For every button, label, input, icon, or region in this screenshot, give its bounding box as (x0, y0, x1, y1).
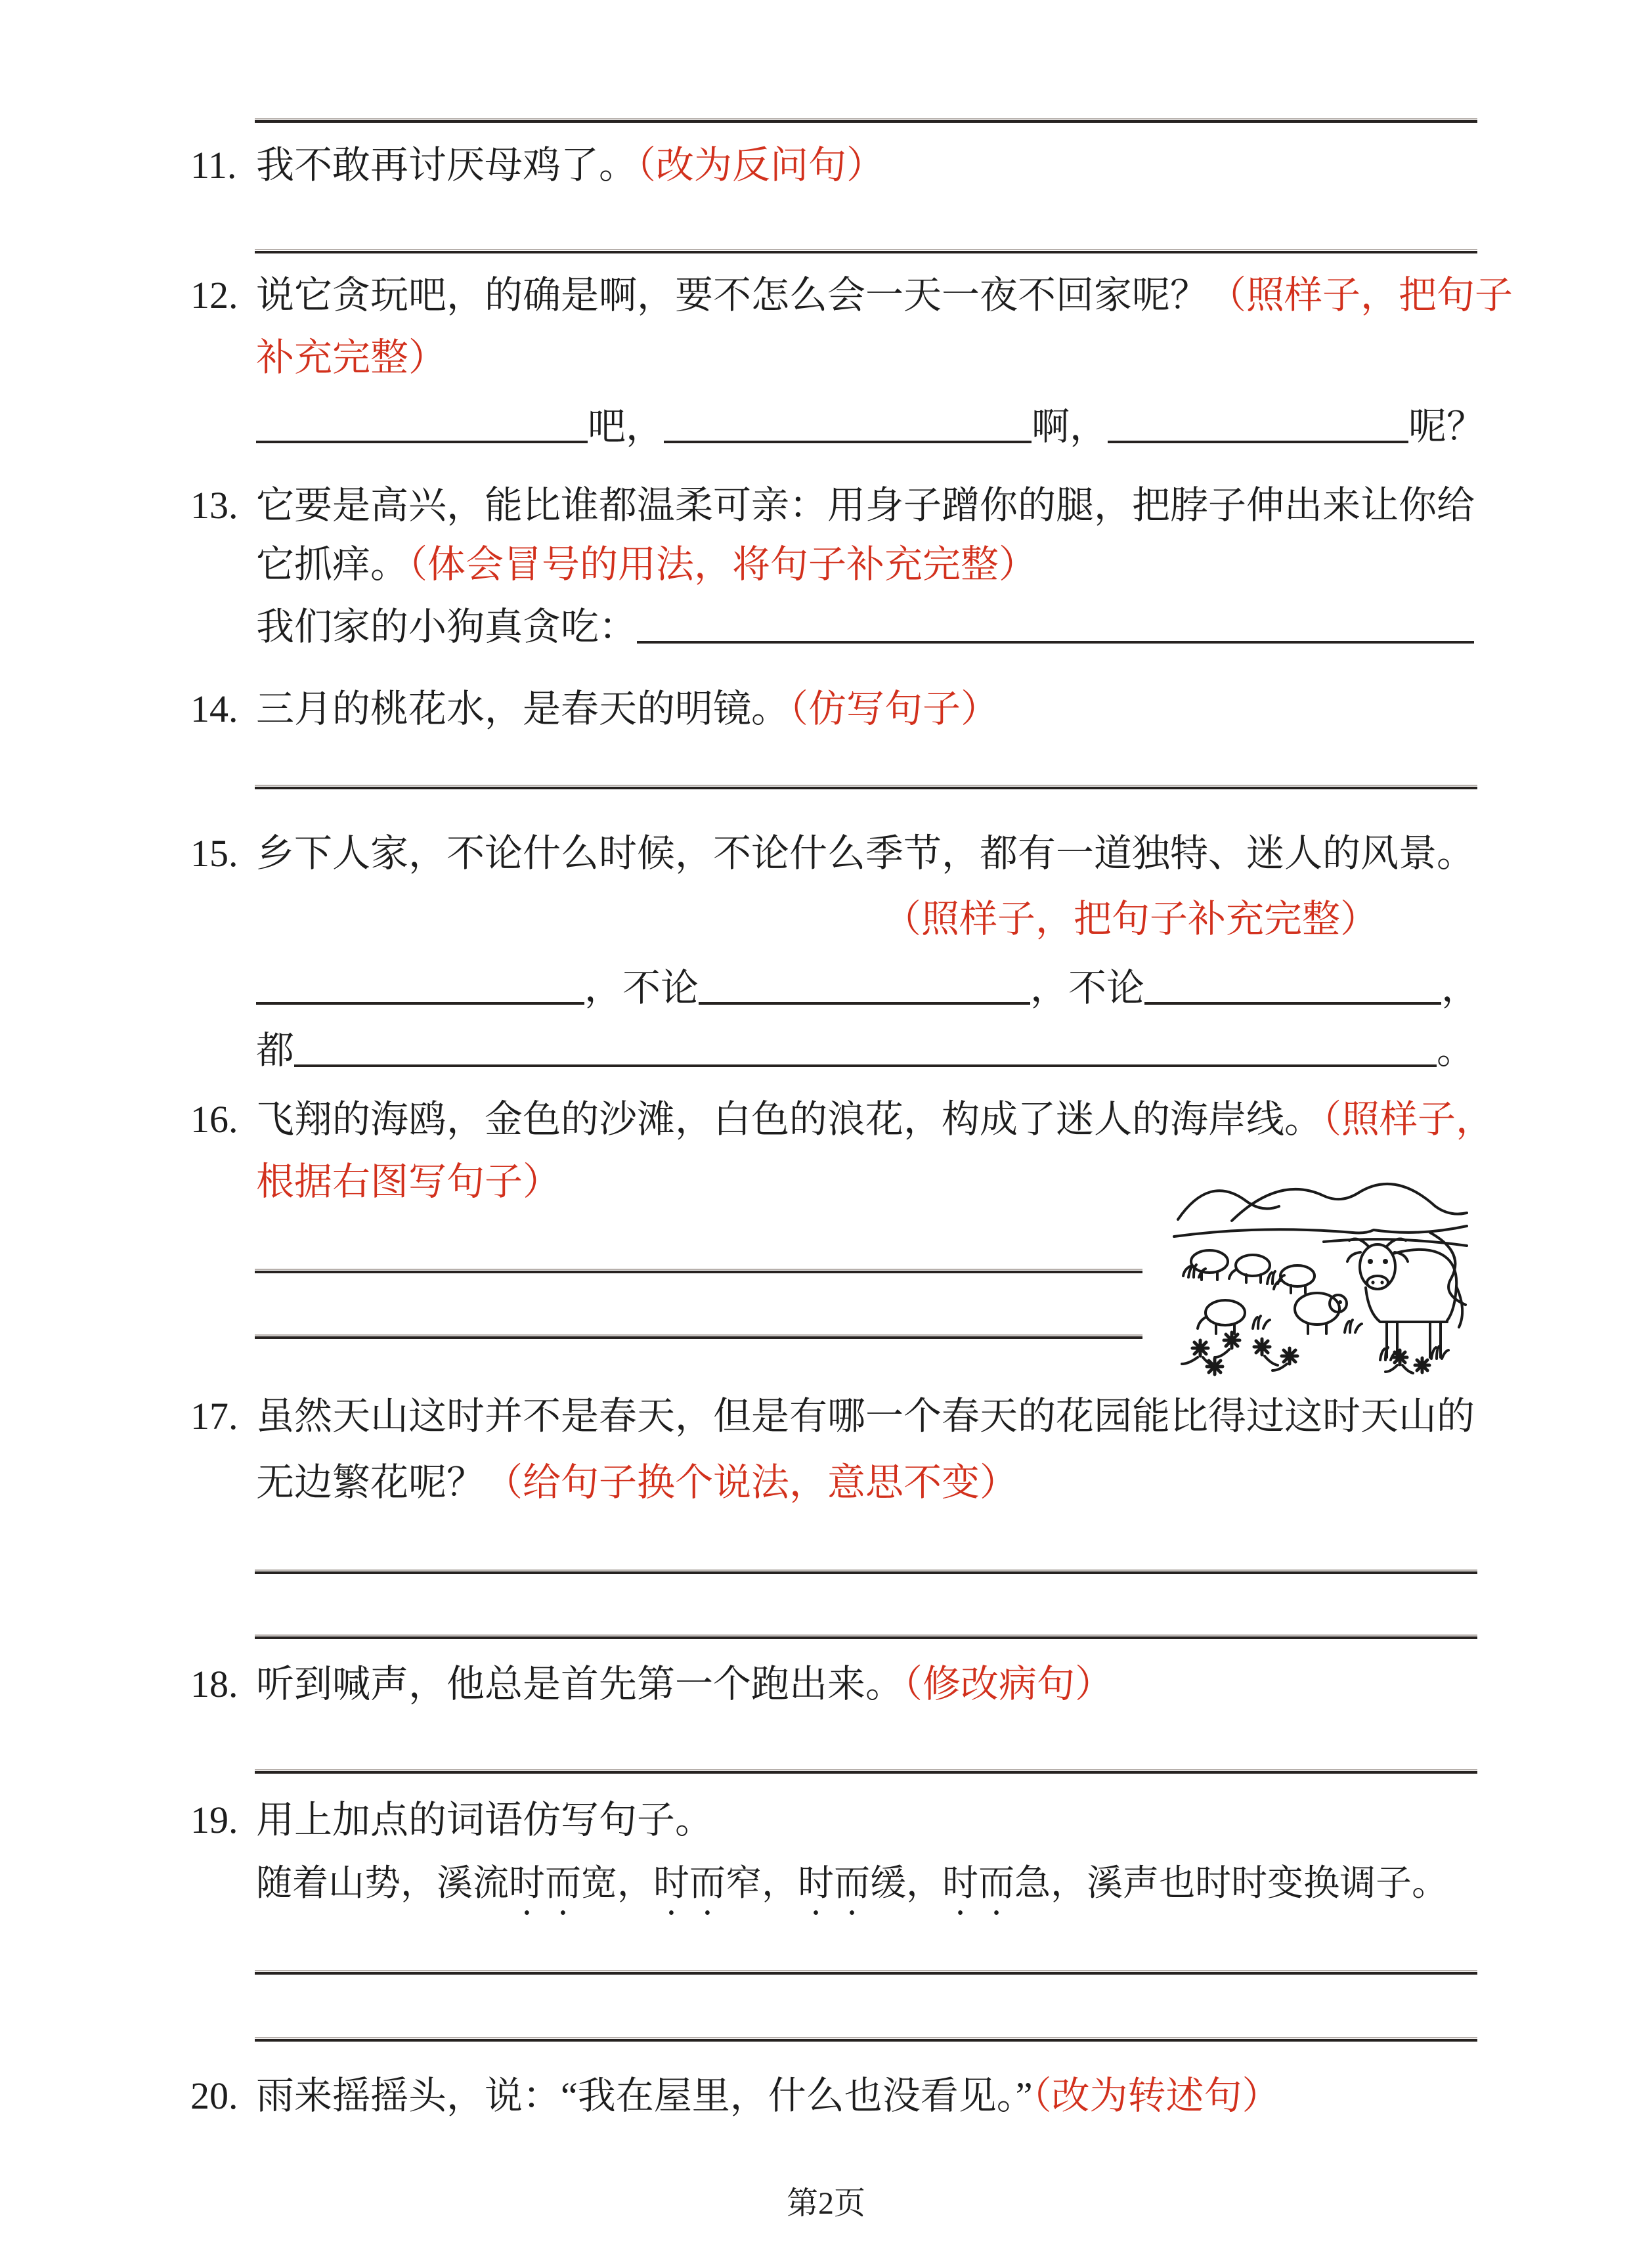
question-text: 乡下人家，不论什么时候，不论什么季节，都有一道独特、迷人的风景。 (256, 832, 1475, 875)
question-number: 16. (190, 1098, 238, 1141)
question-number: 19. (190, 1799, 238, 1841)
fill-word: ， (1441, 967, 1480, 1009)
question-number: 17. (190, 1395, 238, 1437)
instruction-text: （照样子，把句子补充完整） (883, 898, 1379, 940)
blank-underline (1108, 434, 1408, 443)
answer-line (255, 249, 1477, 253)
instruction-text: （照样子， (1322, 1098, 1494, 1141)
blank-underline (294, 1058, 1437, 1067)
instruction-text: （给句子换个说法，意思不变） (485, 1461, 1018, 1504)
fill-word: 。 (1437, 1029, 1475, 1072)
mountains (1174, 1184, 1467, 1305)
blank-underline (637, 634, 1474, 644)
sentence-segment: 急，溪声也时时变换调子。 (1014, 1863, 1448, 1903)
question-20 (190, 2073, 1280, 2119)
question-text: 无边繁花呢？ (256, 1461, 485, 1504)
sentence-segment: 宽， (581, 1863, 654, 1903)
answer-line (255, 1634, 1477, 1639)
sentence-segment: 缓， (870, 1863, 943, 1903)
flowers (1182, 1332, 1429, 1374)
cow (1347, 1239, 1462, 1357)
emphasized-word: 时而 (653, 1863, 726, 1903)
blank-underline (256, 996, 584, 1005)
question-15-fill-in-2 (256, 1028, 1475, 1074)
instruction-text: （照样子，把句子 (1208, 274, 1513, 317)
question-19-sentence (256, 1862, 1448, 1923)
instruction-text: 根据右图写句子） (256, 1160, 561, 1203)
question-number: 15. (190, 832, 238, 875)
question-16-line-1 (190, 1097, 1494, 1143)
question-text: 飞翔的海鸥，金色的沙滩，白色的浪花，构成了迷人的海岸线。 (256, 1098, 1323, 1141)
answer-line (255, 2037, 1477, 2042)
fill-word: 吧， (588, 405, 664, 448)
fill-word: 啊， (1032, 405, 1108, 448)
instruction-text: （体会冒号的用法，将句子补充完整） (408, 543, 1037, 586)
blank-underline (699, 996, 1030, 1005)
question-17-line-2 (256, 1460, 1018, 1506)
answer-line (255, 785, 1477, 789)
blank-underline (1144, 996, 1441, 1005)
instruction-text: （仿写句子） (789, 688, 999, 730)
question-number: 12. (190, 274, 238, 317)
fill-word: ，不论 (1030, 967, 1145, 1009)
answer-line (255, 1334, 1142, 1339)
sentence-segment: 随着山势，溪流 (256, 1863, 510, 1903)
question-15-line-1 (190, 831, 1475, 877)
lamb (1295, 1293, 1347, 1334)
question-number: 13. (190, 484, 238, 527)
question-number: 18. (190, 1663, 238, 1705)
fill-word: 都 (256, 1029, 295, 1072)
question-text: 三月的桃花水，是春天的明镜。 (256, 688, 790, 730)
question-number: 11. (190, 144, 237, 186)
blank-underline (256, 434, 588, 443)
answer-line (255, 1569, 1477, 1574)
question-text: 雨来摇摇头，说：“我在屋里，什么也没看见。” (256, 2074, 1033, 2117)
instruction-text: （改为反问句） (637, 144, 885, 186)
question-13-line-1 (190, 483, 1475, 529)
emphasized-word: 时而 (798, 1863, 871, 1903)
question-15-fill-in-1 (256, 965, 1479, 1011)
emphasized-word: 时而 (509, 1863, 582, 1903)
question-18 (190, 1661, 1113, 1707)
question-16-line-2 (256, 1159, 561, 1205)
question-text: 它要是高兴，能比谁都温柔可亲：用身子蹭你的腿，把脖子伸出来让你给 (256, 484, 1475, 527)
question-text: 听到喊声，他总是首先第一个跑出来。 (256, 1663, 904, 1705)
question-number: 20. (190, 2074, 238, 2117)
sheep-flock (1183, 1250, 1347, 1334)
instruction-text: （修改病句） (903, 1663, 1114, 1705)
sheep (1198, 1300, 1245, 1334)
fill-word: 呢？ (1408, 405, 1485, 448)
question-13-lead-in (256, 604, 1474, 650)
emphasized-word: 时而 (942, 1863, 1015, 1903)
question-15-instruction (883, 896, 1378, 942)
lead-in-text: 我们家的小狗真贪吃： (256, 605, 638, 648)
pasture-illustration (1169, 1152, 1477, 1389)
question-text: 说它贪玩吧，的确是啊，要不怎么会一天一夜不回家呢？ (256, 274, 1209, 317)
question-14 (190, 686, 999, 732)
instruction-text: 补充完整） (256, 336, 447, 379)
instruction-text: （改为转述句） (1032, 2074, 1280, 2117)
answer-line (255, 118, 1477, 123)
question-19-title (190, 1797, 713, 1843)
answer-line (255, 1769, 1477, 1774)
question-11 (190, 142, 884, 188)
blank-underline (664, 434, 1032, 443)
fill-word: ，不论 (584, 967, 699, 1009)
question-text: 虽然天山这时并不是春天，但是有哪一个春天的花园能比得过这时天山的 (256, 1395, 1475, 1437)
question-12-line-2 (256, 335, 446, 381)
question-13-line-2 (256, 542, 1037, 588)
question-12-fill-in (256, 404, 1485, 450)
page-number: 第2页 (786, 2186, 865, 2221)
sheep (1229, 1255, 1270, 1282)
question-number: 14. (190, 688, 238, 730)
question-text: 我不敢再讨厌母鸡了。 (256, 144, 638, 186)
question-text: 用上加点的词语仿写句子。 (256, 1799, 714, 1841)
answer-line (255, 1970, 1477, 1975)
answer-line (255, 1269, 1142, 1273)
question-17-line-1 (190, 1393, 1475, 1439)
question-text: 它抓痒。 (256, 543, 409, 586)
question-12-line-1 (190, 273, 1513, 318)
sentence-segment: 窄， (726, 1863, 798, 1903)
